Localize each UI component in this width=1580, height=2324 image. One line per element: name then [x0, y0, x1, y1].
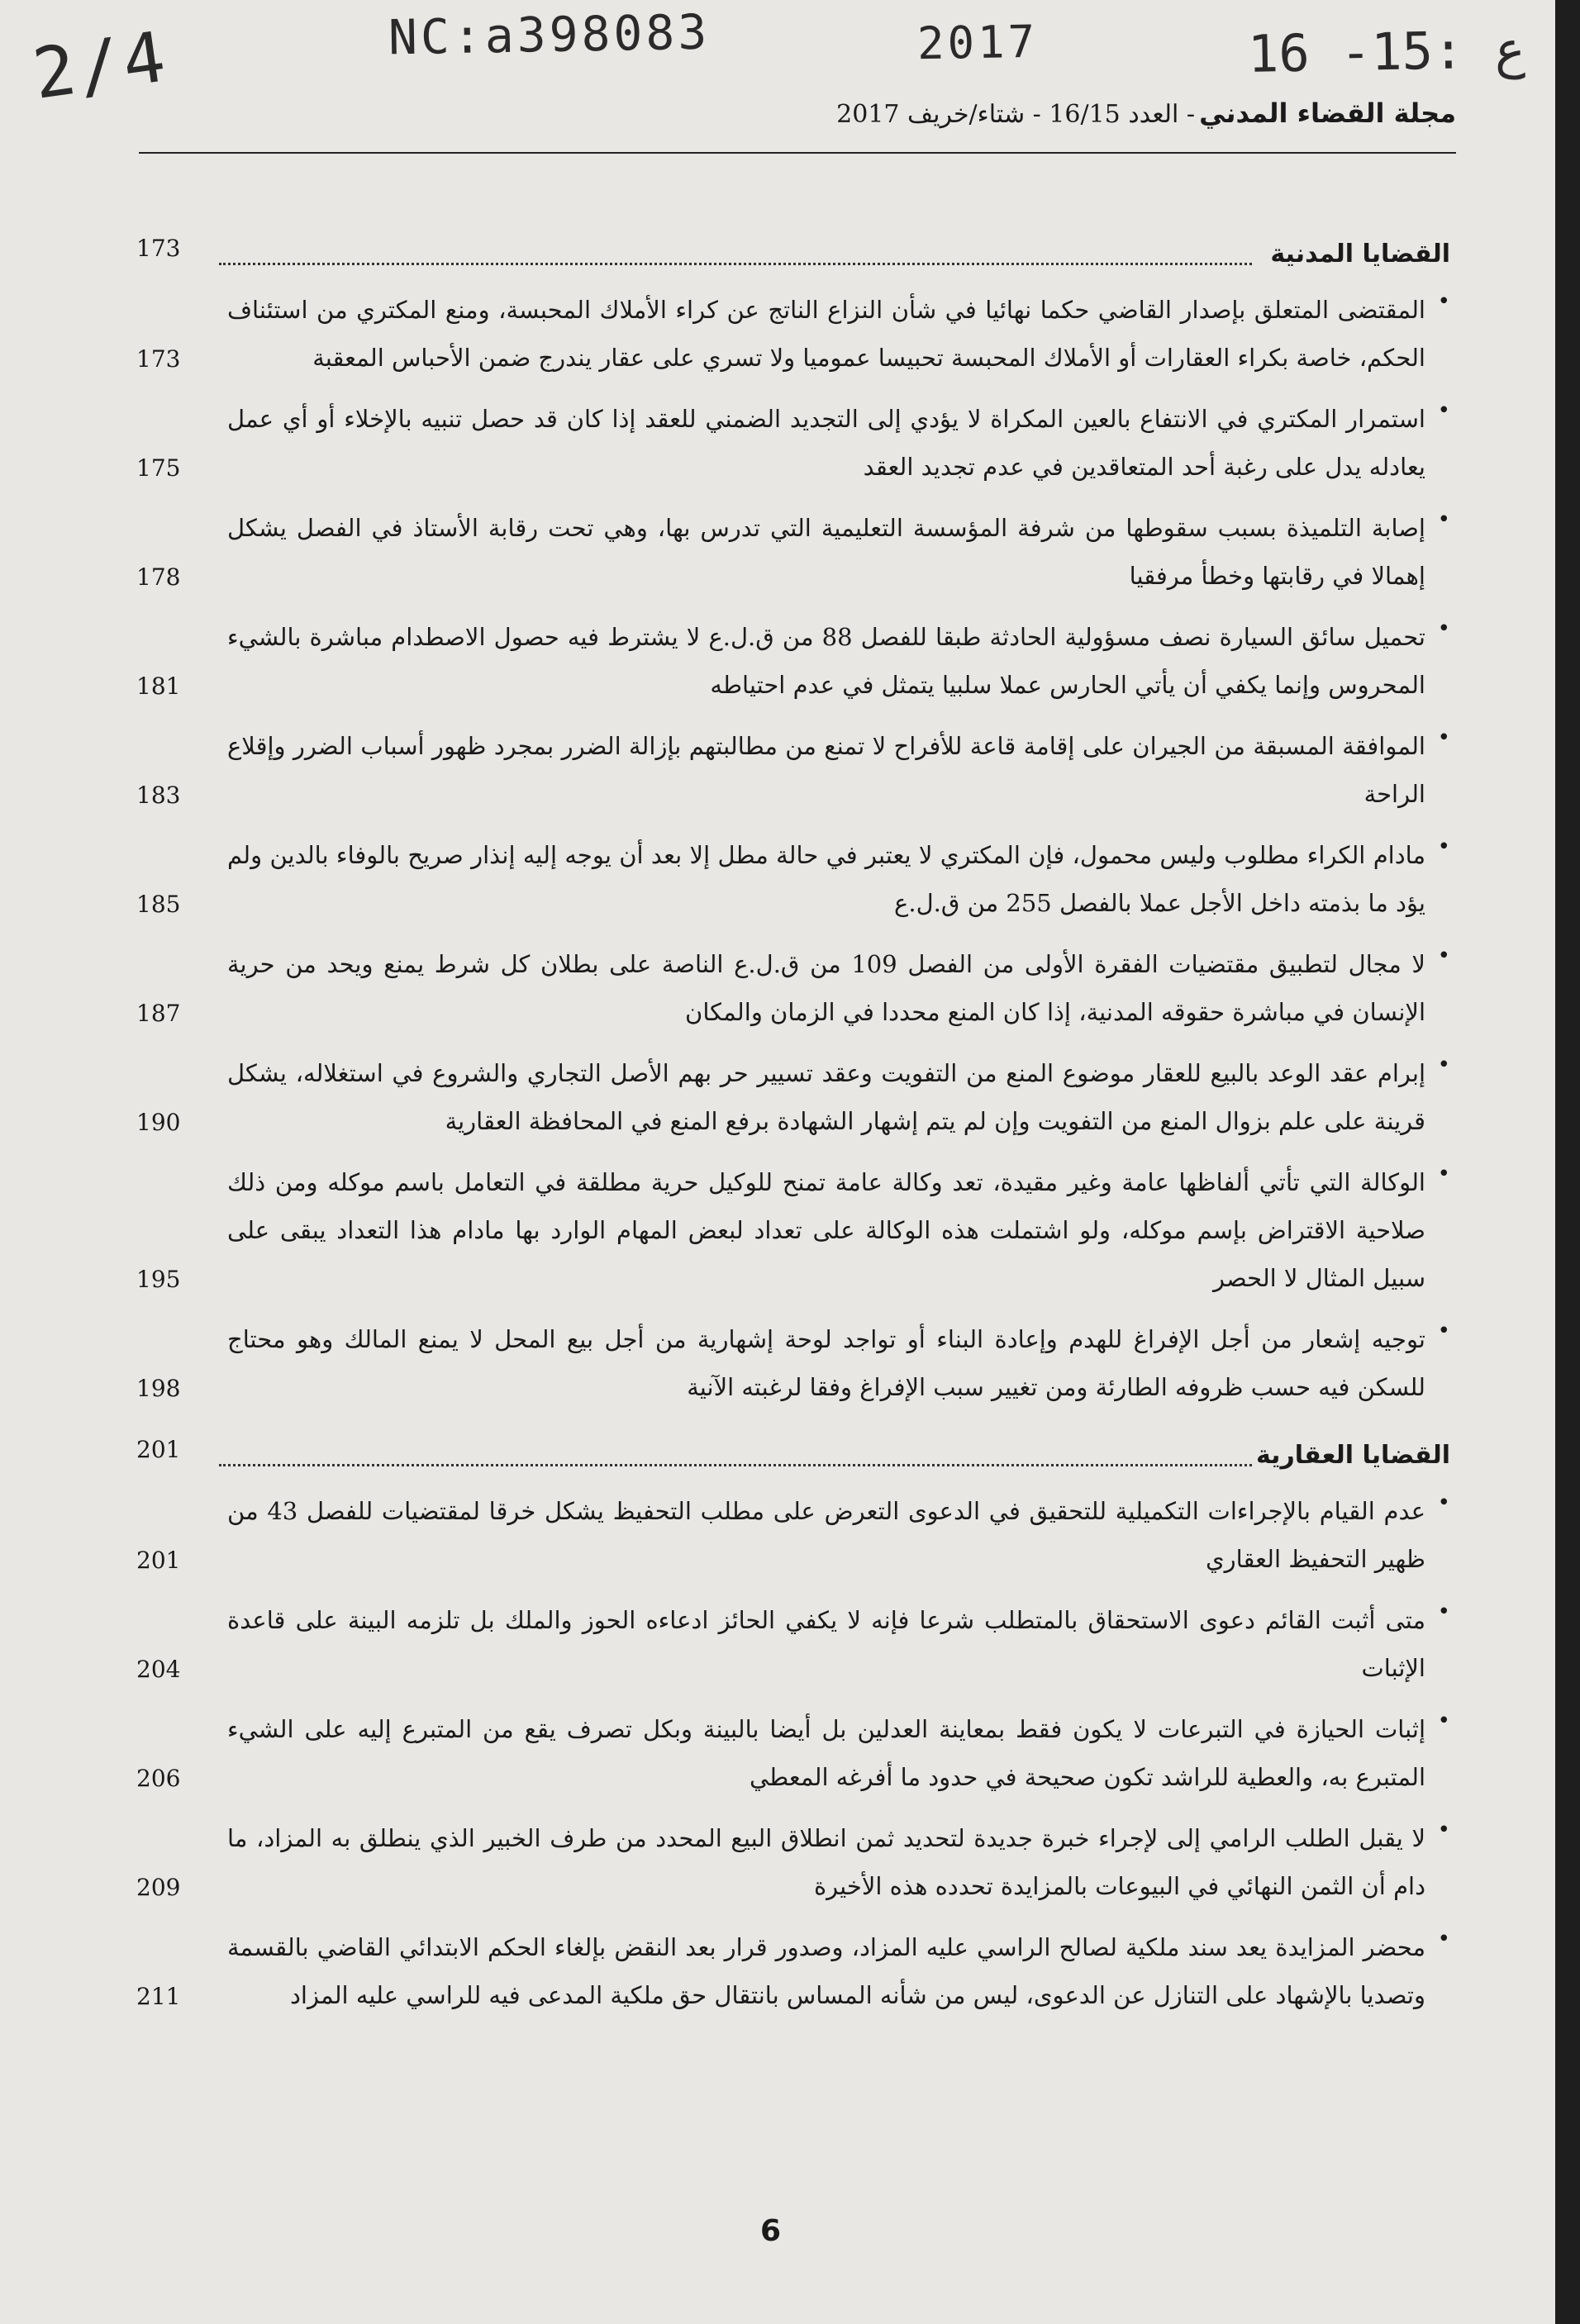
toc-entry [136, 1923, 1450, 2019]
handwritten-year: 2017 [916, 15, 1039, 70]
issue-info: - العدد 16/15 - شتاء/خريف 2017 [836, 100, 1196, 129]
binding-edge [1555, 0, 1580, 2324]
toc-entry [136, 722, 1450, 818]
entry-page-number: 211 [136, 1983, 181, 2010]
dot-leader [219, 1464, 1252, 1466]
bullet-icon: • [1437, 943, 1450, 968]
bullet-icon: • [1437, 289, 1450, 314]
toc-entry [136, 504, 1450, 600]
toc-entry [136, 613, 1450, 709]
entry-text: المقتضى المتعلق بإصدار القاضي حكما نهائيا في شأن النزاع الناتج عن كراء الأملاك المحبسة، ومنع المكتري من استئناف الحكم، خاصة بكراء العقارات أو الأملاك المحبسة تحبيسا عموميا ولا تسري على عقار يندرج ضمن الأحباس المعقبة [227, 296, 1425, 372]
bullet-icon: • [1437, 616, 1450, 641]
section-page-number: 173 [136, 235, 181, 262]
table-of-contents [136, 223, 1450, 2032]
bullet-icon: • [1437, 398, 1450, 423]
entry-page-number: 183 [136, 782, 181, 809]
toc-entry [136, 1814, 1450, 1910]
toc-entry [136, 1049, 1450, 1145]
bullet-icon: • [1437, 1053, 1450, 1077]
bullet-icon: • [1437, 1490, 1450, 1515]
entry-text: محضر المزايدة يعد سند ملكية لصالح الراسي عليه المزاد، وصدور قرار بعد النقض بإلغاء الحكم الابتدائي القاضي بالقسمة وتصديا بالإشهاد على التنازل عن الدعوى، ليس من شأنه المساس بانتقال حق ملكية المدعى فيه للراسي عليه المزاد [227, 1933, 1425, 2009]
entry-page-number: 178 [136, 563, 181, 591]
handwritten-fraction: 2/4 [27, 16, 174, 115]
bullet-icon: • [1437, 1162, 1450, 1186]
entry-text: إبرام عقد الوعد بالبيع للعقار موضوع المنع من التفويت وعقد تسيير حر بهم الأصل التجاري والشروع في استغلاله، يشكل قرينة على علم بزوال المنع من التفويت وإن لم يتم إشهار الشهادة برفع المنع في المحافظة العقارية [227, 1059, 1425, 1135]
entry-page-number: 204 [136, 1656, 181, 1683]
handwritten-code: 16 -15: ع [1247, 19, 1526, 84]
entry-page-number: 206 [136, 1765, 181, 1792]
entry-text: إثبات الحيازة في التبرعات لا يكون فقط بمعاينة العدلين بل أيضا بالبينة وبكل تصرف يقع من المتبرع إليه على الشيء المتبرع به، والعطية للراشد تكون صحيحة في حدود ما أفرغه المعطي [227, 1715, 1425, 1791]
bullet-icon: • [1437, 1599, 1450, 1624]
bullet-icon: • [1437, 507, 1450, 532]
toc-entry [136, 1158, 1450, 1302]
toc-entry [136, 831, 1450, 927]
entry-text: استمرار المكتري في الانتفاع بالعين المكراة لا يؤدي إلى التجديد الضمني للعقد إذا كان قد حصل تنبيه بالإخلاء أو أي عمل يعادله يدل على رغبة أحد المتعاقدين في عدم تجديد العقد [227, 405, 1425, 481]
toc-entry [136, 940, 1450, 1036]
toc-entry [136, 1705, 1450, 1801]
entry-page-number: 187 [136, 1000, 181, 1027]
toc-entry [136, 1487, 1450, 1583]
toc-entry [136, 1596, 1450, 1692]
entry-text: الوكالة التي تأتي ألفاظها عامة وغير مقيدة، تعد وكالة عامة تمنح للوكيل حرية مطلقة في التعامل باسم موكله ومن ذلك صلاحية الاقتراض بإسم موكله، ولو اشتملت هذه الوكالة على تعداد لبعض المهام الوارد بها مادام هذا التعداد يبقى على سبيل المثال لا الحصر [227, 1168, 1425, 1292]
entry-text: عدم القيام بالإجراءات التكميلية للتحقيق في الدعوى التعرض على مطلب التحفيظ يشكل خرقا لمقتضيات للفصل 43 من ظهير التحفيظ العقاري [227, 1497, 1426, 1573]
bullet-icon: • [1437, 1818, 1450, 1842]
toc-entry [136, 395, 1450, 491]
entry-text: إصابة التلميذة بسبب سقوطها من شرفة المؤسسة التعليمية التي تدرس بها، وهي تحت رقابة الأستاذ في الفصل يشكل إهمالا في رقابتها وخطأ مرفقيا [227, 514, 1425, 590]
entry-page-number: 198 [136, 1375, 181, 1402]
entry-text: لا يقبل الطلب الرامي إلى لإجراء خبرة جديدة لتحديد ثمن انطلاق البيع المحدد من طرف الخبير الذي ينطلق به المزاد، ما دام أن الثمن النهائي في البيوعات بالمزايدة تحدده هذه الأخيرة [227, 1824, 1425, 1900]
entry-page-number: 181 [136, 672, 181, 700]
entry-text: مادام الكراء مطلوب وليس محمول، فإن المكتري لا يعتبر في حالة مطل إلا بعد أن يوجه إليه إنذار صريح بالوفاء بالدين ولم يؤد ما بذمته داخل الأجل عملا بالفصل 255 من ق.ل.ع [227, 841, 1425, 917]
section-heading-row [136, 223, 1450, 286]
journal-name: مجلة القضاء المدني [1199, 97, 1456, 129]
bullet-icon: • [1437, 834, 1450, 859]
bullet-icon: • [1437, 1927, 1450, 1951]
entry-page-number: 201 [136, 1547, 181, 1574]
section-heading-row [136, 1424, 1450, 1487]
bullet-icon: • [1437, 725, 1450, 750]
entry-page-number: 190 [136, 1109, 181, 1136]
entry-page-number: 195 [136, 1266, 181, 1293]
section-page-number: 201 [136, 1436, 181, 1463]
entry-text: متى أثبت القائم دعوى الاستحقاق بالمتطلب شرعا فإنه لا يكفي الحائز ادعاءه الحوز والملك بل تلزمه البينة على قاعدة الإثبات [227, 1606, 1425, 1682]
bullet-icon: • [1437, 1709, 1450, 1733]
entry-text: تحميل سائق السيارة نصف مسؤولية الحادثة طبقا للفصل 88 من ق.ل.ع لا يشترط فيه حصول الاصطدام مباشرة بالشيء المحروس وإنما يكفي أن يأتي الحارس عملا سلبيا يتمثل في عدم احتياطه [227, 623, 1425, 699]
page-header [139, 97, 1456, 154]
section-title: القضايا العقارية [1255, 1441, 1450, 1470]
handwritten-reference: NC:a398083 [388, 3, 711, 66]
entry-page-number: 173 [136, 345, 181, 373]
entry-page-number: 175 [136, 454, 181, 482]
page-number: 6 [760, 2214, 782, 2248]
entry-text: الموافقة المسبقة من الجيران على إقامة قاعة للأفراح لا تمنع من مطالبتهم بإزالة الضرر بمجرد ظهور أسباب الضرر وإقلاع الراحة [227, 732, 1425, 808]
entry-page-number: 209 [136, 1874, 181, 1901]
dot-leader [219, 263, 1252, 265]
toc-entry [136, 1315, 1450, 1411]
entry-text: لا مجال لتطبيق مقتضيات الفقرة الأولى من الفصل 109 من ق.ل.ع الناصة على بطلان كل شرط يمنع ويحد من حرية الإنسان في مباشرة حقوقه المدنية، إذا كان المنع محددا في الزمان والمكان [227, 950, 1425, 1026]
bullet-icon: • [1437, 1319, 1450, 1343]
entry-text: توجيه إشعار من أجل الإفراغ للهدم وإعادة البناء أو تواجد لوحة إشهارية من أجل بيع المحل لا يمنع المالك وهو محتاج للسكن فيه حسب ظروفه الطارئة ومن تغيير سبب الإفراغ وفقا لرغبته الآنية [227, 1325, 1425, 1401]
section-title: القضايا المدنية [1270, 240, 1450, 269]
toc-entry [136, 286, 1450, 382]
entry-page-number: 185 [136, 891, 181, 918]
